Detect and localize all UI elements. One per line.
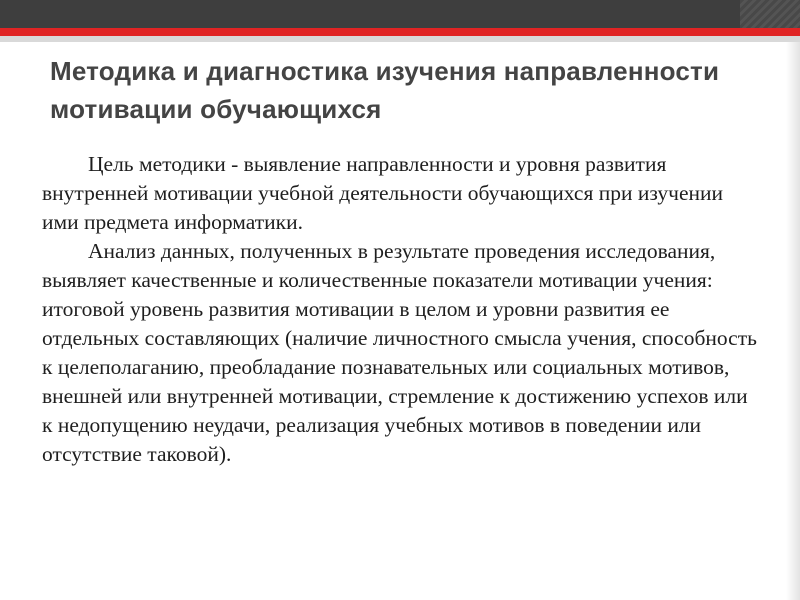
header-corner-pattern <box>740 0 800 28</box>
slide-body <box>42 150 762 469</box>
header-light-stripe <box>0 36 800 42</box>
slide-edge-shadow <box>786 42 800 600</box>
slide-title: Методика и диагностика изучения направленности мотивации обучающихся <box>50 56 720 124</box>
paragraph-analysis: Анализ данных, полученных в результате проведения исследования, выявляет качественные и количественные показатели мотивации учения: итоговой уровень развития мотивации в целом и уровни развития ее отдельных составляющих (наличие личностного смысла учения, способность к целеполаганию, преобладание познавательных или социальных мотивов, внешней или внутренней мотивации, стремление к достижению успехов или к недопущению неудачи, реализация учебных мотивов в поведении или отсутствие таковой). <box>42 239 757 466</box>
header-bar <box>0 0 800 28</box>
header-accent-stripe <box>0 28 800 36</box>
paragraph-goal: Цель методики - выявление направленности и уровня развития внутренней мотивации учебной деятельности обучающихся при изучении ими предмета информатики. <box>42 152 724 234</box>
